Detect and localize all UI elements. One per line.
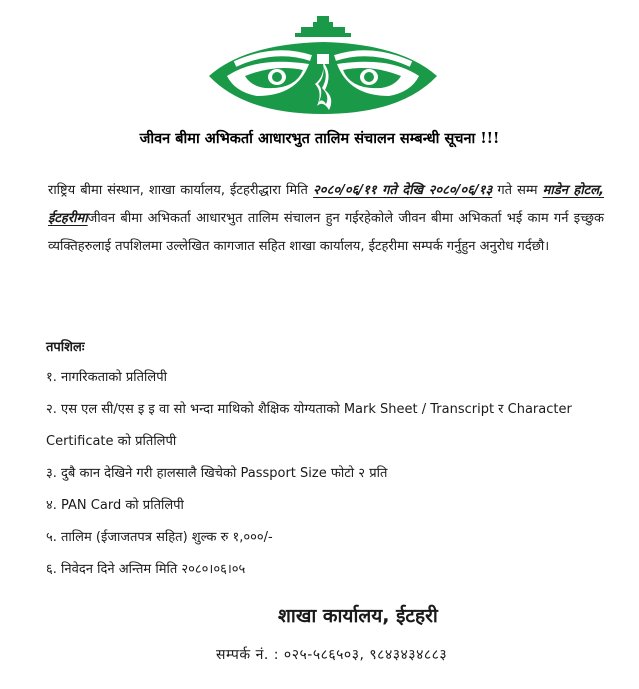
office-name: शाखा कार्यालय, ईटहरी bbox=[278, 605, 438, 627]
list-item: ५. तालिम (ईजाजतपत्र सहित) शुल्क रु १,०००/- bbox=[46, 530, 273, 545]
body-intro: राष्ट्रिय बीमा संस्थान, शाखा कार्यालय, ईटहरीद्धारा मिति bbox=[48, 183, 308, 198]
buddha-eyes-logo bbox=[205, 14, 441, 124]
requirements-list bbox=[46, 362, 606, 586]
notice-title: जीवन बीमा अभिकर्ता आधारभुत तालिम संचालन सम्बन्धी सूचना !!! bbox=[139, 130, 500, 147]
list-item: ६. निवेदन दिने अन्तिम मिति २०८०।०६।०५ bbox=[46, 562, 246, 577]
body-until: गते सम्म bbox=[497, 183, 538, 198]
training-venue: माडेन होटल, ईटहरीमा bbox=[48, 183, 604, 226]
list-item: ३. दुबै कान देखिने गरी हालसालै खिचेको Passport Size फोटो २ प्रति bbox=[46, 466, 388, 481]
notice-body bbox=[48, 177, 604, 261]
training-dates: २०८०/०६/११ गते देखि २०८०/०६/१३ bbox=[313, 183, 493, 198]
list-item: ४. PAN Card को प्रतिलिपी bbox=[46, 498, 184, 513]
contact-numbers: सम्पर्क नं. : ०२५-५८६५०३, ९८४३४३४८८३ bbox=[216, 647, 448, 663]
list-item: १. नागरिकताको प्रतिलिपी bbox=[46, 370, 167, 385]
list-item: २. एस एल सी/एस इ इ वा सो भन्दा माथिको शैक्षिक योग्यताको Mark Sheet / Transcript र Character Certificate को प्रतिलिपी bbox=[46, 402, 572, 449]
details-heading: तपशिलः bbox=[46, 340, 85, 355]
body-rest: जीवन बीमा अभिकर्ता आधारभुत तालिम संचालन हुन गईरहेकोले जीवन बीमा अभिकर्ता भई काम गर्न इच्छुक व्यक्तिहरुलाई तपशिलमा उल्लेखित कागजात सहित शाखा कार्यालय, ईटहरीमा सम्पर्क गर्नुहुन अनुरोध गर्दछौ। bbox=[48, 211, 604, 254]
